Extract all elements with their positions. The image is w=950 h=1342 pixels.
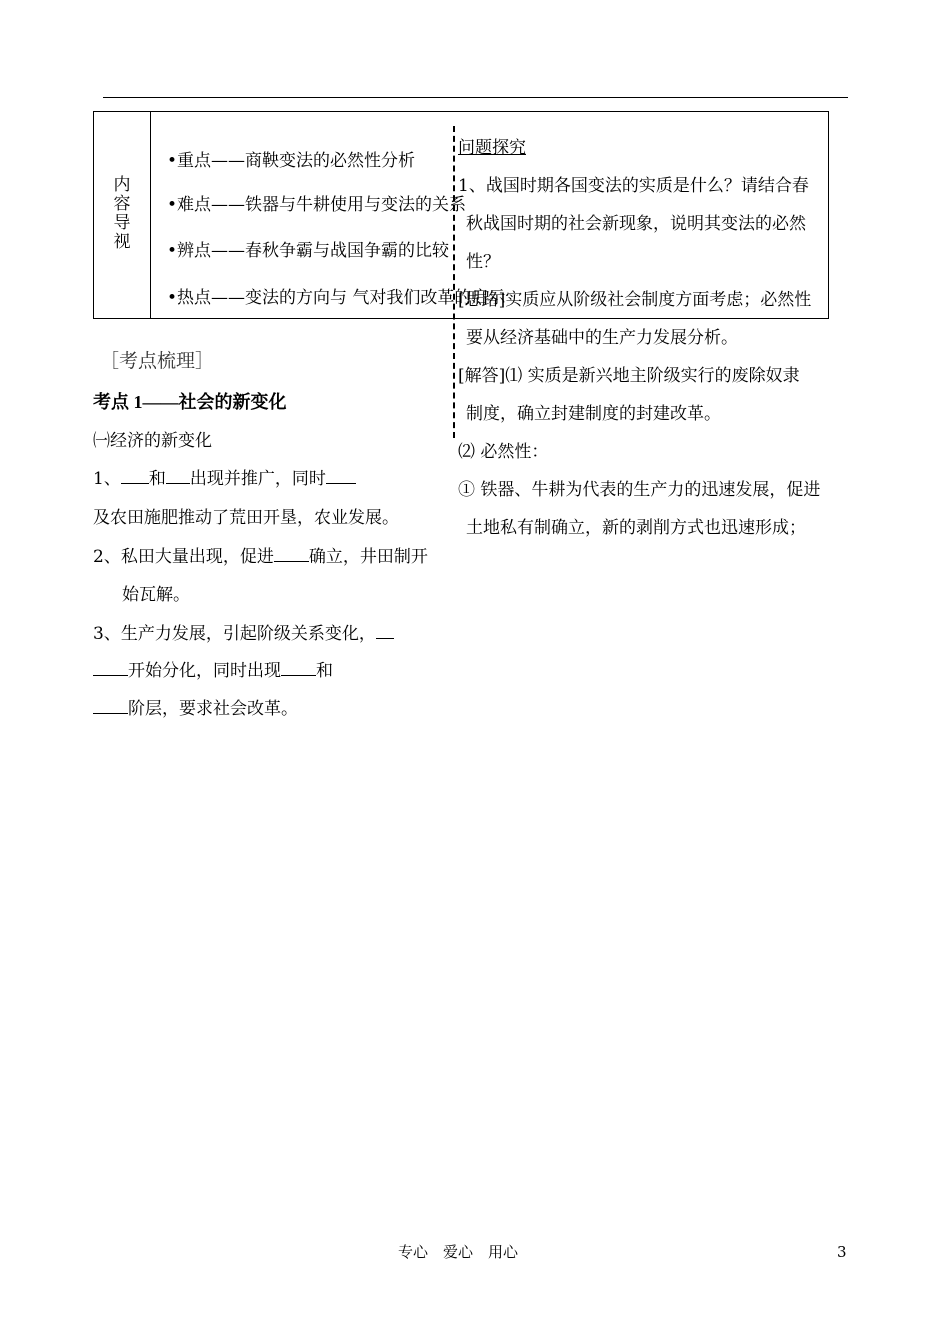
- item-2-text-b: 确立，井田制开: [308, 547, 428, 567]
- guide-item-distinction-point: •辨点——春秋争霸与战国争霸的比较: [167, 241, 450, 261]
- item-3-line-3: [93, 694, 298, 719]
- item-1-text: 出现并推广，同时: [189, 469, 326, 489]
- answer-line-5: 土地私有制确立，新的剥削方式也迅速形成；: [466, 518, 806, 538]
- point-1-title: 考点 1——社会的新变化: [93, 392, 287, 412]
- inquiry-heading: 问题探究: [458, 138, 526, 158]
- footer-motto: 专心 爱心 用心: [398, 1243, 519, 1261]
- item-2-text-a: 2、私田大量出现，促进: [93, 547, 274, 567]
- item-2-line-1: [93, 542, 428, 567]
- item-3-text-a: 3、生产力发展，引起阶级关系变化，: [93, 624, 376, 644]
- guide-item-key-point: •重点——商鞅变法的必然性分析: [167, 151, 416, 171]
- blank-4: [274, 546, 309, 562]
- page-number: 3: [837, 1243, 847, 1261]
- guide-item-hot-point: •热点——变法的方向与 气对我们改革的启示: [167, 288, 506, 308]
- item-1-and: 和: [148, 469, 166, 489]
- item-1-line-1: [93, 464, 356, 489]
- section-heading: ［考点梳理］: [100, 350, 215, 372]
- answer-line-1: [解答]⑴ 实质是新兴地主阶级实行的废除奴隶: [458, 366, 800, 386]
- item-3-text-b: 开始分化，同时出现: [128, 661, 281, 681]
- item-2-line-2: 始瓦解。: [122, 585, 190, 605]
- blank-3: [326, 468, 356, 484]
- economic-change-subheading: ㈠经济的新变化: [93, 431, 212, 451]
- content-guide-divider: [150, 111, 151, 319]
- item-1-line-2: 及农田施肥推动了荒田开垦，农业发展。: [93, 508, 399, 528]
- item-1-number: 1、: [93, 469, 121, 489]
- answer-line-2: 制度，确立封建制度的封建改革。: [466, 404, 721, 424]
- question-1-line-1: 1、战国时期各国变法的实质是什么？请结合春: [458, 176, 809, 196]
- blank-2: [166, 468, 190, 484]
- item-3-and: 和: [316, 661, 333, 681]
- item-3-text-c: 阶层，要求社会改革。: [128, 699, 298, 719]
- question-1-line-2: 秋战国时期的社会新现象，说明其变法的必然: [466, 214, 806, 234]
- blank-7: [281, 660, 316, 676]
- guide-item-difficult-point: •难点——铁器与牛耕使用与变法的关系: [167, 195, 467, 215]
- column-dashed-divider: [453, 126, 455, 438]
- item-3-line-2: [93, 656, 333, 681]
- item-3-line-1: [93, 619, 394, 644]
- answer-line-3: ⑵ 必然性：: [458, 442, 549, 462]
- content-guide-label: 内容导视: [113, 175, 131, 252]
- blank-1: [121, 468, 149, 484]
- header-rule: [103, 97, 848, 98]
- answer-line-4: ① 铁器、牛耕为代表的生产力的迅速发展，促进: [458, 480, 821, 500]
- blank-5: [376, 623, 394, 639]
- blank-8: [93, 698, 128, 714]
- hint-line-2: 要从经济基础中的生产力发展分析。: [466, 328, 738, 348]
- hint-line-1: [思路]实质应从阶级社会制度方面考虑；必然性: [458, 290, 812, 310]
- question-1-line-3: 性？: [466, 252, 500, 272]
- blank-6: [93, 660, 128, 676]
